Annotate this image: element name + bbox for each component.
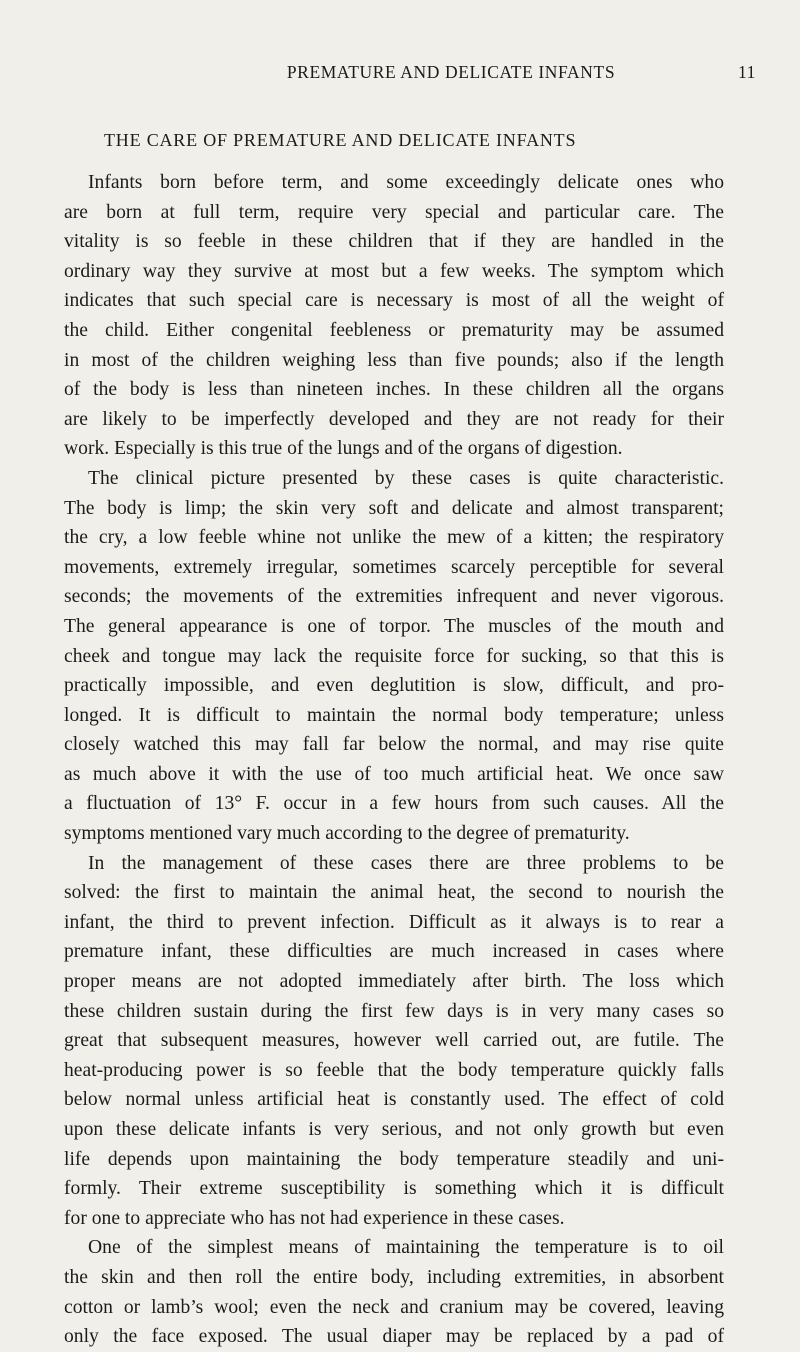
text-line: are born at full term, require very special and particular care. The bbox=[64, 201, 724, 223]
text-line: in most of the children weighing less than five pounds; also if the length bbox=[64, 349, 724, 371]
text-line: Infants born before term, and some exceedingly delicate ones who bbox=[88, 172, 724, 193]
text-line: life depends upon maintaining the body temperature steadily and uni- bbox=[64, 1148, 724, 1170]
text-line: only the face exposed. The usual diaper may be replaced by a pad of bbox=[64, 1326, 724, 1348]
text-line: movements, extremely irregular, sometimes scarcely perceptible for several bbox=[64, 556, 724, 578]
text-line: a fluctuation of 13° F. occur in a few hours from such causes. All the bbox=[64, 793, 724, 815]
text-line: One of the simplest means of maintaining the temperature is to oil bbox=[88, 1237, 724, 1259]
text-line: premature infant, these difficulties are much increased in cases where bbox=[64, 941, 724, 963]
text-line: seconds; the movements of the extremities infrequent and never vigorous. bbox=[64, 586, 724, 608]
text-line: for one to appreciate who has not had experience in these cases. bbox=[64, 1207, 565, 1229]
running-title: PREMATURE AND DELICATE INFANTS bbox=[286, 62, 616, 82]
text-line: cotton or lamb’s wool; even the neck and cranium may be covered, leaving bbox=[64, 1296, 724, 1318]
text-line: The general appearance is one of torpor. The muscles of the mouth and bbox=[64, 615, 724, 637]
text-line: solved: the first to maintain the animal heat, the second to nourish the bbox=[64, 882, 724, 904]
text-line: closely watched this may fall far below the normal, and may rise quite bbox=[64, 734, 724, 756]
text-line: formly. Their extreme susceptibility is something which it is difficult bbox=[64, 1178, 724, 1200]
text-line: heat-producing power is so feeble that the body temperature quickly falls bbox=[64, 1059, 724, 1081]
text-line: of the body is less than nineteen inches. In these children all the organs bbox=[64, 379, 724, 401]
text-line: the skin and then roll the entire body, including extremities, in absorbent bbox=[64, 1266, 724, 1288]
text-line: the cry, a low feeble whine not unlike the mew of a kitten; the respiratory bbox=[64, 527, 724, 549]
text-line: infant, the third to prevent infection. Difficult as it always is to rear a bbox=[64, 911, 724, 933]
text-line: great that subsequent measures, however well carried out, are futile. The bbox=[64, 1030, 724, 1052]
text-line: the child. Either congenital feebleness or prematurity may be assumed bbox=[64, 319, 724, 341]
text-line: proper means are not adopted immediately after birth. The loss which bbox=[64, 971, 724, 993]
text-line: In the management of these cases there are three problems to be bbox=[88, 852, 724, 874]
text-line: The body is limp; the skin very soft and delicate and almost transparent; bbox=[64, 497, 724, 519]
text-line: cheek and tongue may lack the requisite force for sucking, so that this is bbox=[64, 645, 724, 667]
text-line: vitality is so feeble in these children that if they are handled in the bbox=[64, 231, 724, 253]
text-line: as much above it with the use of too much artificial heat. We once saw bbox=[64, 763, 724, 785]
text-line: indicates that such special care is necessary is most of all the weight of bbox=[64, 290, 724, 312]
text-line: practically impossible, and even deglutition is slow, difficult, and pro- bbox=[64, 675, 724, 697]
text-line: these children sustain during the first few days is in very many cases so bbox=[64, 1000, 724, 1022]
chapter-title: THE CARE OF PREMATURE AND DELICATE INFANTS bbox=[104, 130, 577, 150]
body-text bbox=[64, 168, 724, 1352]
page-number: 11 bbox=[737, 62, 756, 82]
text-line: work. Especially is this true of the lungs and of the organs of digestion. bbox=[64, 438, 623, 460]
text-line: symptoms mentioned vary much according to the degree of prematurity. bbox=[64, 823, 630, 845]
text-line: below normal unless artificial heat is constantly used. The effect of cold bbox=[64, 1089, 724, 1111]
text-line: are likely to be imperfectly developed and they are not ready for their bbox=[64, 408, 724, 430]
text-line: The clinical picture presented by these cases is quite characteristic. bbox=[88, 467, 724, 489]
text-line: ordinary way they survive at most but a few weeks. The symptom which bbox=[64, 260, 724, 282]
running-head bbox=[96, 62, 756, 86]
text-line: longed. It is difficult to maintain the normal body temperature; unless bbox=[64, 704, 724, 726]
text-line: upon these delicate infants is very serious, and not only growth but even bbox=[64, 1119, 724, 1140]
